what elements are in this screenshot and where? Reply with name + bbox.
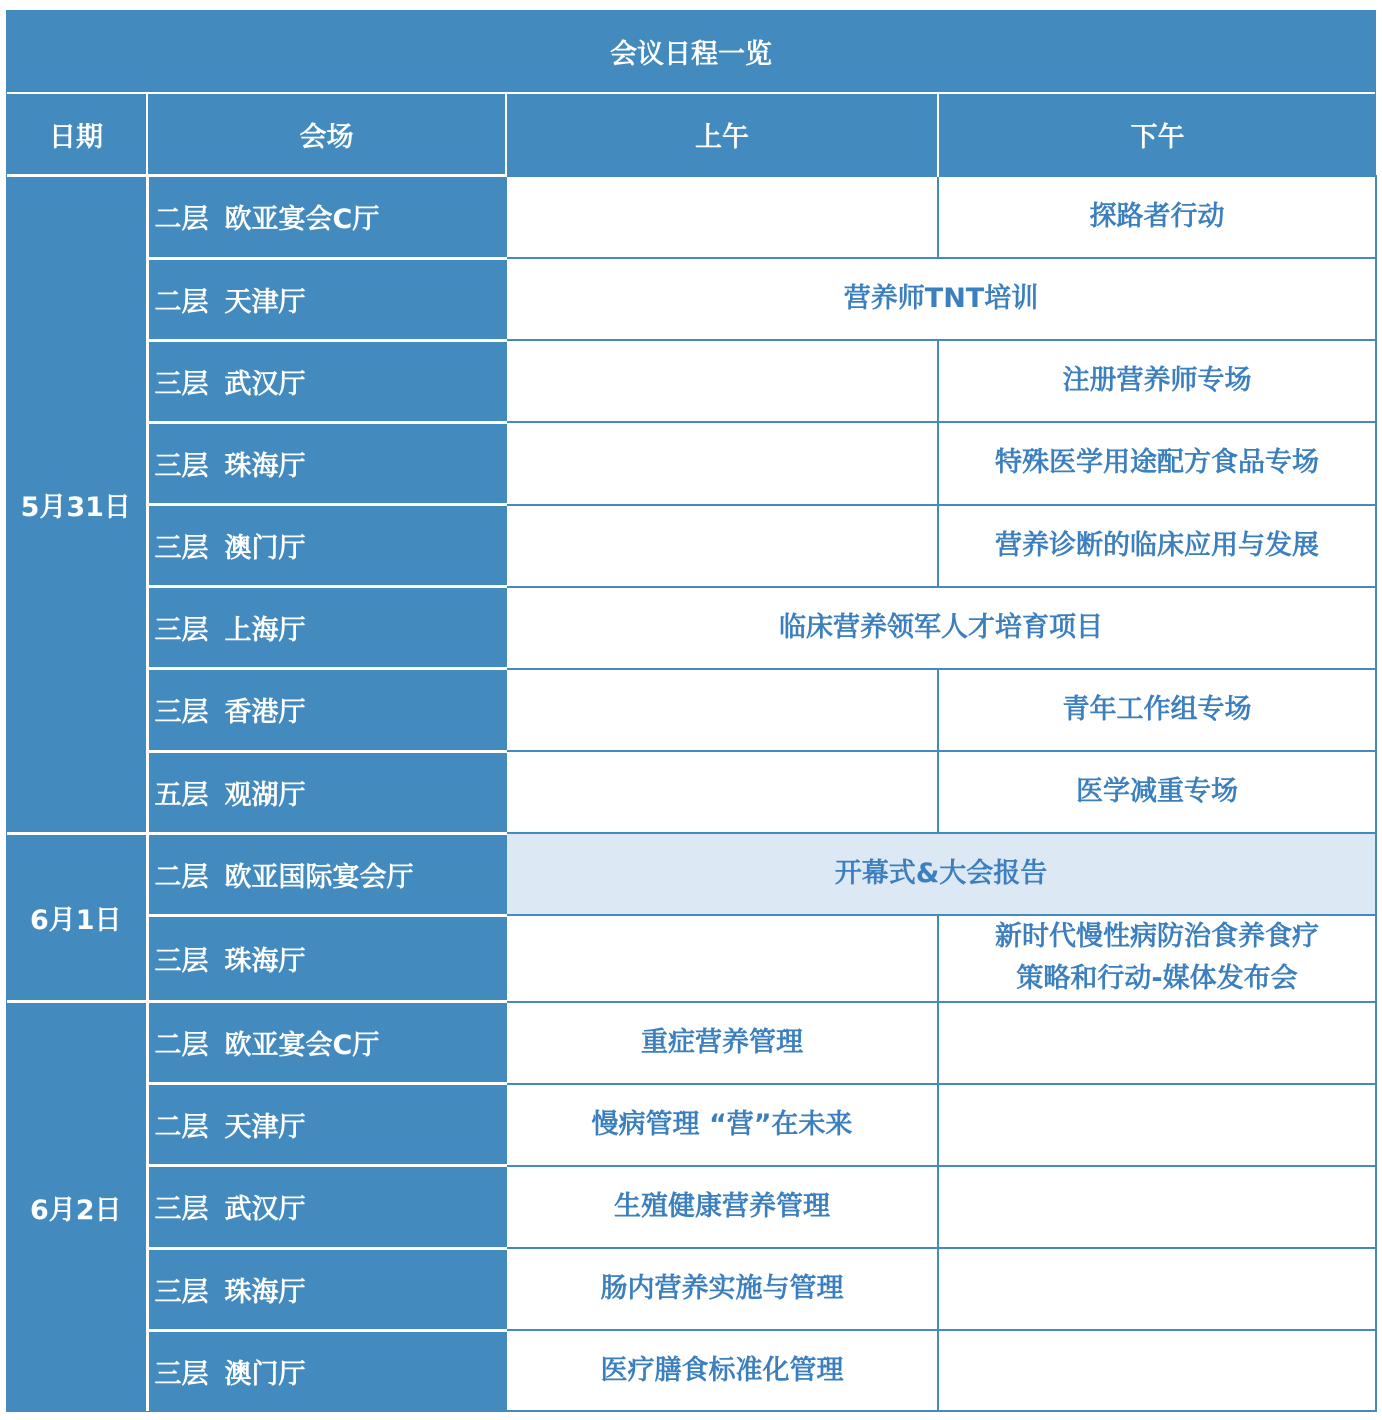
schedule-wrapper (6, 10, 1376, 1412)
header-date: 日期 (6, 93, 147, 176)
afternoon-session: 注册营养师专场 (938, 340, 1376, 422)
venue-hall: 欧亚宴会C厅 (224, 204, 380, 236)
full-day-session: 开幕式&大会报告 (506, 833, 1376, 915)
venue-floor: 三层 (154, 697, 209, 729)
header-afternoon: 下午 (938, 93, 1376, 176)
venue-hall: 珠海厅 (224, 945, 306, 977)
morning-session: 医疗膳食标准化管理 (506, 1330, 938, 1411)
venue-hall: 澳门厅 (224, 533, 306, 565)
venue-cell (147, 833, 506, 915)
header-venue: 会场 (147, 93, 506, 176)
venue-hall: 珠海厅 (224, 450, 306, 482)
venue-hall: 香港厅 (224, 697, 306, 729)
morning-session: 慢病管理 “营”在未来 (506, 1084, 938, 1166)
afternoon-session (938, 1002, 1376, 1084)
venue-floor: 三层 (154, 615, 209, 647)
venue-hall: 欧亚国际宴会厅 (224, 861, 414, 893)
afternoon-session: 营养诊断的临床应用与发展 (938, 505, 1376, 587)
morning-session: 重症营养管理 (506, 1002, 938, 1084)
date-cell: 6月2日 (6, 1002, 147, 1411)
venue-floor: 三层 (154, 1276, 209, 1308)
morning-session (506, 176, 938, 258)
afternoon-session: 医学减重专场 (938, 751, 1376, 833)
venue-cell (147, 669, 506, 751)
date-cell: 5月31日 (6, 176, 147, 833)
venue-hall: 欧亚宴会C厅 (224, 1030, 380, 1062)
venue-hall: 武汉厅 (224, 1194, 306, 1226)
venue-cell (147, 505, 506, 587)
venue-floor: 三层 (154, 1358, 209, 1390)
morning-session (506, 505, 938, 587)
venue-floor: 五层 (154, 779, 209, 811)
venue-hall: 天津厅 (224, 1112, 306, 1144)
afternoon-session (938, 1330, 1376, 1411)
venue-hall: 观湖厅 (224, 779, 306, 811)
morning-session (506, 669, 938, 751)
full-day-session: 临床营养领军人才培育项目 (506, 587, 1376, 669)
venue-floor: 三层 (154, 368, 209, 400)
morning-session (506, 915, 938, 1001)
venue-hall: 武汉厅 (224, 368, 306, 400)
venue-floor: 二层 (154, 204, 209, 236)
venue-hall: 上海厅 (224, 615, 306, 647)
venue-cell (147, 258, 506, 340)
venue-floor: 三层 (154, 450, 209, 482)
morning-session: 肠内营养实施与管理 (506, 1248, 938, 1330)
venue-cell (147, 176, 506, 258)
header-morning: 上午 (506, 93, 938, 176)
venue-hall: 珠海厅 (224, 1276, 306, 1308)
venue-hall: 天津厅 (224, 286, 306, 318)
venue-cell (147, 422, 506, 504)
afternoon-session (938, 1084, 1376, 1166)
venue-floor: 二层 (154, 1112, 209, 1144)
afternoon-session: 青年工作组专场 (938, 669, 1376, 751)
afternoon-session: 特殊医学用途配方食品专场 (938, 422, 1376, 504)
morning-session (506, 422, 938, 504)
afternoon-session (938, 1166, 1376, 1248)
morning-session (506, 340, 938, 422)
afternoon-session-line: 新时代慢性病防治食养食疗 (995, 921, 1319, 953)
afternoon-session-line: 策略和行动-媒体发布会 (1016, 963, 1298, 995)
venue-floor: 二层 (154, 1030, 209, 1062)
venue-hall: 澳门厅 (224, 1358, 306, 1390)
venue-cell (147, 1084, 506, 1166)
venue-cell (147, 915, 506, 1001)
afternoon-session: 探路者行动 (938, 176, 1376, 258)
afternoon-session (938, 915, 1376, 1001)
venue-floor: 三层 (154, 533, 209, 565)
venue-floor: 三层 (154, 1194, 209, 1226)
full-day-session: 营养师TNT培训 (506, 258, 1376, 340)
venue-floor: 二层 (154, 861, 209, 893)
date-cell: 6月1日 (6, 833, 147, 1001)
morning-session: 生殖健康营养管理 (506, 1166, 938, 1248)
venue-cell (147, 587, 506, 669)
venue-cell (147, 1330, 506, 1411)
venue-cell (147, 1248, 506, 1330)
venue-cell (147, 1166, 506, 1248)
venue-floor: 二层 (154, 286, 209, 318)
venue-floor: 三层 (154, 945, 209, 977)
venue-cell (147, 340, 506, 422)
table-title: 会议日程一览 (6, 10, 1376, 93)
morning-session (506, 751, 938, 833)
venue-cell (147, 1002, 506, 1084)
schedule-table (6, 10, 1377, 1412)
afternoon-session (938, 1248, 1376, 1330)
venue-cell (147, 751, 506, 833)
